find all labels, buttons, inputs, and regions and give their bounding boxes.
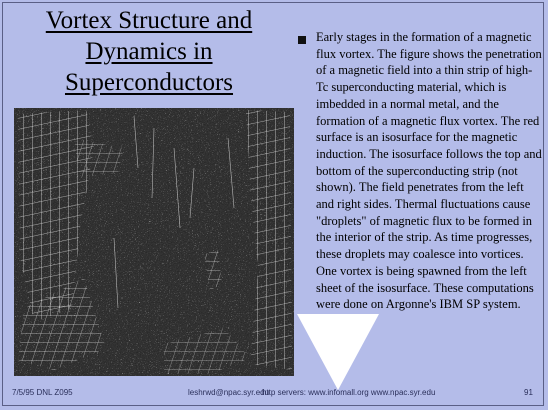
footer-url[interactable]: http servers: www.infomall.org www.npac.syr.edu — [262, 388, 436, 397]
title-line-3: Superconductors — [64, 69, 234, 96]
down-arrow-icon — [297, 314, 379, 390]
footer-email[interactable]: leshrwd@npac.syr.edu — [188, 388, 270, 397]
slide-body-text: Early stages in the formation of a magnetic flux vortex. The figure shows the penetration of a magnetic field into a thin strip of high- Tc superconducting material, which is imbedded in a normal metal, and the formation of a magnetic flux vortex. The red surface is an isosurface for the magnetic induction. The isosurface follows the top and bottom of the superconducting strip (not shown). The field penetrates from the left and right sides. Thermal fluctuations cause "droplets" of magnetic flux to be formed in the interior of the strip. As time progresses, these droplets may coalesce into vortices. One vortex is being spawned from the left sheet of the isosurface. These computations were done on Argonne's IBM SP system. — [316, 30, 542, 312]
vortex-isosurface-image — [14, 108, 294, 376]
square-bullet-icon — [298, 36, 306, 44]
footer-date: 7/5/95 DNL Z095 — [12, 388, 73, 397]
page-number: 91 — [524, 388, 533, 397]
title-line-1: Vortex Structure and — [45, 7, 253, 34]
slide-title — [14, 5, 284, 98]
title-line-2: Dynamics in — [85, 38, 213, 65]
